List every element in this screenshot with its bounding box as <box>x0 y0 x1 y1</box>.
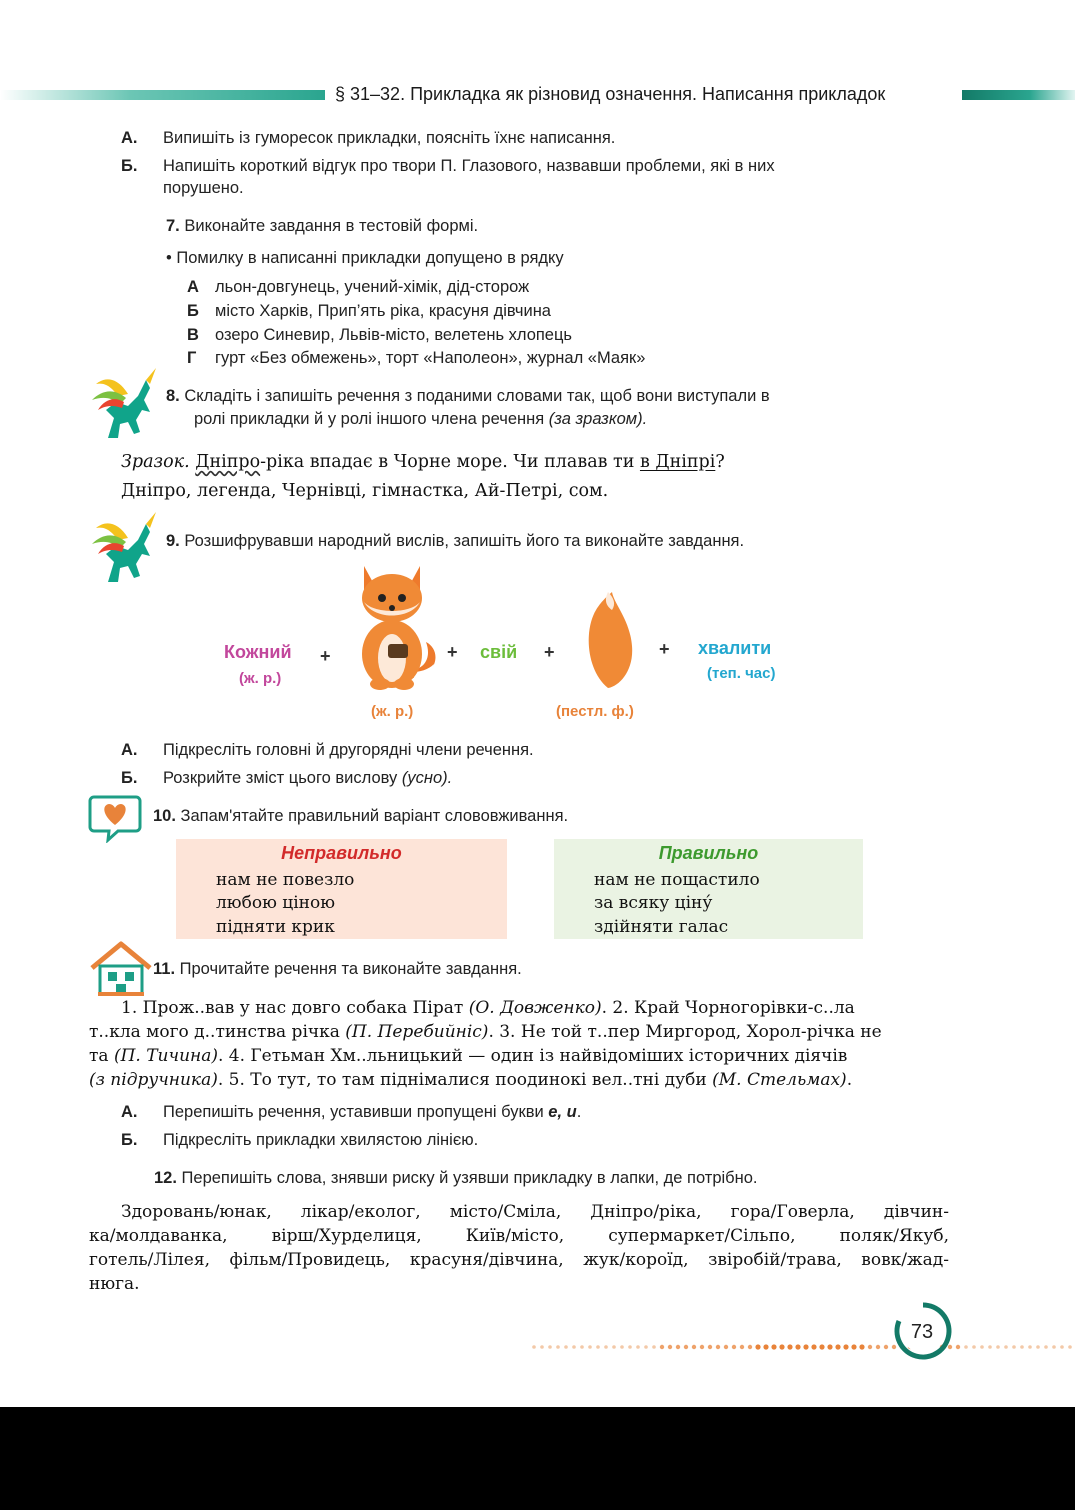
unicorn-icon <box>88 510 160 588</box>
rebus-word-kozhnyi: Кожний <box>224 642 292 662</box>
task7-option: Б місто Харків, Прип’ять ріка, красуня дівчина <box>187 302 551 320</box>
header-decor-left <box>0 90 325 100</box>
task9-a: А. Підкресліть головні й другорядні члени речення. <box>121 741 534 759</box>
footer-dot <box>532 1345 536 1349</box>
footer-dot <box>988 1345 992 1349</box>
footer-dot <box>843 1344 848 1349</box>
footer-dot <box>1020 1345 1024 1349</box>
rebus-plus: + <box>447 642 458 662</box>
footer-dot <box>596 1345 600 1349</box>
footer-dot <box>740 1345 744 1349</box>
rebus-word-khvalyty: хвалити <box>698 638 772 658</box>
footer-dot <box>580 1345 584 1349</box>
task11-text-line: т..кла мого д..тинства річка (П. Перебийніс). 3. Не той т..пер Миргород, Хорол-річка не <box>89 1022 882 1042</box>
rebus-note: (теп. час) <box>707 665 776 682</box>
footer-dot <box>868 1345 872 1349</box>
footer-dots-decor <box>530 1342 1075 1352</box>
task7-heading: 7. Виконайте завдання в тестовій формі. <box>166 217 479 235</box>
task9-b: Б. Розкрийте зміст цього вислову (усно). <box>121 769 453 787</box>
footer-dot <box>660 1345 664 1349</box>
task11-b: Б. Підкресліть прикладки хвилястою лінією. <box>121 1131 479 1149</box>
footer-dot <box>771 1344 776 1349</box>
wrong-usage-title: Неправильно <box>281 843 402 863</box>
footer-dot <box>1052 1345 1056 1349</box>
footer-dot <box>876 1345 880 1349</box>
footer-dot <box>819 1344 824 1349</box>
rebus-plus: + <box>544 642 555 662</box>
footer-dot <box>668 1345 672 1349</box>
wrong-usage-box <box>176 839 507 939</box>
task8-heading-cont: ролі прикладки й у ролі іншого члена речення (за зразком). <box>194 410 648 428</box>
task8-heading: 8. Складіть і запишіть речення з поданими словами так, щоб вони виступали в <box>166 387 770 405</box>
header-decor-right <box>962 90 1075 100</box>
footer-dot <box>572 1345 576 1349</box>
rebus-note: (ж. р.) <box>371 703 414 720</box>
footer-dot <box>700 1345 704 1349</box>
task12-words-line: ка/молдаванка, вірш/Хурделиця, Київ/місто, супермаркет/Сільпо, поляк/Якуб, <box>89 1226 949 1246</box>
footer-dot <box>980 1345 984 1349</box>
footer-dot <box>716 1345 720 1349</box>
footer-dot <box>748 1345 752 1349</box>
right-usage-box <box>554 839 863 939</box>
task11-a: А. Перепишіть речення, уставивши пропущені букви е, и. <box>121 1103 582 1121</box>
right-usage-item: здійняти галас <box>594 917 729 937</box>
rebus-note: (ж. р.) <box>239 670 282 687</box>
task12-words-line: готель/Лілея, фільм/Провидець, красуня/дівчина, жук/короїд, звіробій/трава, вовк/жад- <box>89 1250 949 1270</box>
footer-dot <box>755 1344 760 1349</box>
footer-dot <box>612 1345 616 1349</box>
footer-dot <box>620 1345 624 1349</box>
footer-dot <box>787 1344 792 1349</box>
bottom-black-bar <box>0 1407 1075 1510</box>
task7-bullet: • Помилку в написанні прикладки допущено в рядку <box>166 249 564 267</box>
footer-dot <box>803 1344 808 1349</box>
task7-option: В озеро Синевир, Львів-місто, велетень хлопець <box>187 326 573 344</box>
footer-dot <box>556 1345 560 1349</box>
footer-dot <box>811 1344 816 1349</box>
task6-b-cont: порушено. <box>163 179 244 197</box>
footer-dot <box>956 1345 960 1349</box>
footer-dot <box>996 1345 1000 1349</box>
footer-dot <box>1036 1345 1040 1349</box>
footer-dot <box>835 1344 840 1349</box>
task8-sample: Зразок. Дніпро-ріка впадає в Чорне море. Чи плавав ти в Дніпрі? <box>121 452 725 472</box>
task11-text-line: (з підручника). 5. То тут, то там піднімалися поодинокі вел..тні дуби (М. Стельмах). <box>89 1070 853 1090</box>
rebus-plus: + <box>320 646 331 666</box>
footer-dot <box>692 1345 696 1349</box>
home-icon <box>88 940 154 996</box>
heart-chat-icon <box>88 793 142 843</box>
footer-dot <box>708 1345 712 1349</box>
footer-dot <box>732 1345 736 1349</box>
footer-dot <box>1060 1345 1064 1349</box>
footer-dot <box>644 1345 648 1349</box>
footer-dot <box>652 1345 656 1349</box>
footer-dot <box>795 1344 800 1349</box>
rebus-note: (пестл. ф.) <box>556 703 634 720</box>
footer-dot <box>564 1345 568 1349</box>
task8-words: Дніпро, легенда, Чернівці, гімнастка, Ай-Петрі, сом. <box>121 481 609 501</box>
wrong-usage-item: нам не повезло <box>216 870 355 890</box>
footer-dot <box>1068 1345 1072 1349</box>
footer-dot <box>676 1345 680 1349</box>
footer-dot <box>964 1345 968 1349</box>
footer-dot <box>1044 1345 1048 1349</box>
page-number: 73 <box>910 1321 934 1343</box>
right-usage-item: нам не пощастило <box>594 870 760 890</box>
task6-b: Б. Напишіть короткий відгук про твори П. Глазового, назвавши проблеми, які в них <box>121 157 775 175</box>
footer-dot <box>636 1345 640 1349</box>
footer-dot <box>588 1345 592 1349</box>
task12-words-line: Здоровань/юнак, лікар/еколог, місто/Сміла, Дніпро/ріка, гора/Говерла, дівчин- <box>121 1202 949 1222</box>
footer-dot <box>604 1345 608 1349</box>
unicorn-icon <box>88 366 160 444</box>
task10-heading: 10. Запам'ятайте правильний варіант слововживання. <box>153 807 569 825</box>
footer-dot <box>827 1344 832 1349</box>
fox-icon <box>350 558 440 694</box>
task7-option: А льон-довгунець, учений-хімік, дід-сторож <box>187 278 530 296</box>
wrong-usage-item: любою ціною <box>216 893 336 913</box>
footer-dot <box>684 1345 688 1349</box>
fox-tail-icon <box>580 590 636 690</box>
footer-dot <box>628 1345 632 1349</box>
task7-option: Г гурт «Без обмежень», торт «Наполеон», журнал «Маяк» <box>187 349 646 367</box>
rebus-word-sviy: свій <box>480 642 518 662</box>
footer-dot <box>1028 1345 1032 1349</box>
task9-heading: 9. Розшифрувавши народний вислів, запишіть його та виконайте завдання. <box>166 532 745 550</box>
wrong-usage-item: підняти крик <box>216 917 335 937</box>
footer-dot <box>779 1344 784 1349</box>
footer-dot <box>548 1345 552 1349</box>
task11-heading: 11. Прочитайте речення та виконайте завдання. <box>153 960 522 978</box>
right-usage-title: Правильно <box>658 843 759 863</box>
footer-dot <box>859 1344 864 1349</box>
footer-dot <box>851 1344 856 1349</box>
task11-text-line: та (П. Тичина). 4. Гетьман Хм..льницький — один із найвідоміших історичних діячів <box>89 1046 848 1066</box>
page-header-title: § 31–32. Прикладка як різновид означення. Написання прикладок <box>335 84 886 104</box>
rebus-plus: + <box>659 639 670 659</box>
footer-dot <box>884 1345 888 1349</box>
footer-dot <box>1012 1345 1016 1349</box>
task12-heading: 12. Перепишіть слова, знявши риску й узявши прикладку в лапки, де потрібно. <box>154 1169 758 1187</box>
task11-text-line: 1. Прож..вав у нас довго собака Пірат (О. Довженко). 2. Край Чорногорівки-с..ла <box>121 998 855 1018</box>
footer-dot <box>972 1345 976 1349</box>
footer-dot <box>540 1345 544 1349</box>
task6-a: А. Випишіть із гуморесок прикладки, поясніть їхнє написання. <box>121 129 616 147</box>
task12-words-line: нюга. <box>89 1274 140 1294</box>
right-usage-item: за всяку ціну́ <box>594 893 713 913</box>
page-number-badge <box>893 1301 953 1361</box>
footer-dot <box>1004 1345 1008 1349</box>
footer-dot <box>763 1344 768 1349</box>
footer-dot <box>724 1345 728 1349</box>
